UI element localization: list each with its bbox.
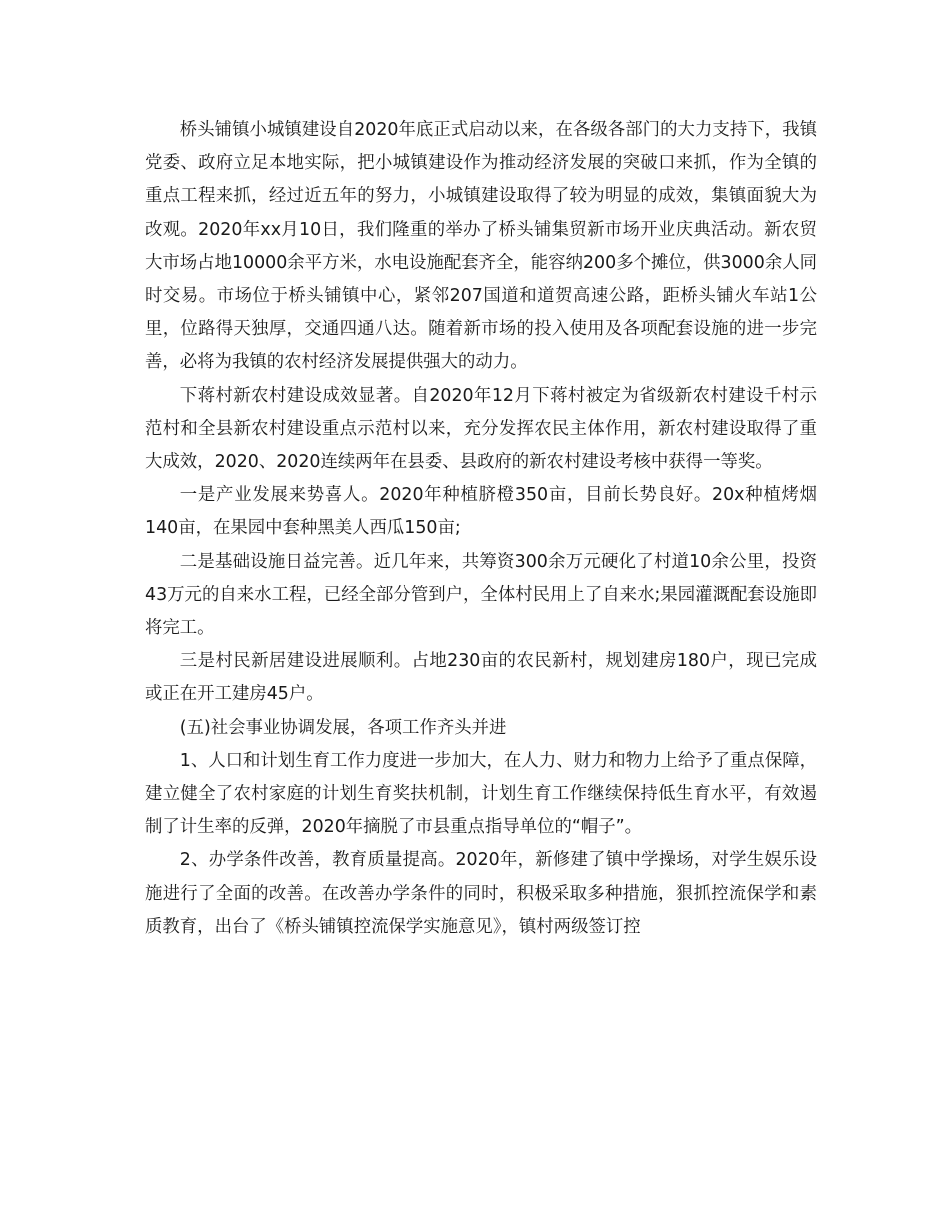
document-body [145, 114, 817, 944]
paragraph-education: 2、办学条件改善，教育质量提高。2020年，新修建了镇中学操场，对学生娱乐设施进行了全面的改善。在改善办学条件的同时，积极采取多种措施，狠抓控流保学和素质教育，出台了《桥头铺镇控流保学实施意见》，镇村两级签订控 [145, 850, 817, 937]
paragraph-family-planning: 1、人口和计划生育工作力度进一步加大，在人力、财力和物力上给予了重点保障，建立健全了农村家庭的计划生育奖扶机制，计划生育工作继续保持低生育水平，有效遏制了计生率的反弹，2020年摘脱了市县重点指导单位的“帽子”。 [145, 750, 817, 838]
section-heading-social-affairs: (五)社会事业协调发展，各项工作齐头并进 [179, 717, 507, 738]
paragraph-xiajiang-village: 下蒋村新农村建设成效显著。自2020年12月下蒋村被定为省级新农村建设千村示范村和全县新农村建设重点示范村以来，充分发挥农民主体作用，新农村建设取得了重大成效，2020、2020连续两年在县委、县政府的新农村建设考核中获得一等奖。 [145, 385, 817, 473]
paragraph-town-construction: 桥头铺镇小城镇建设自2020年底正式启动以来，在各级各部门的大力支持下，我镇党委、政府立足本地实际，把小城镇建设作为推动经济发展的突破口来抓，作为全镇的重点工程来抓，经过近五年的努力，小城镇建设取得了较为明显的成效，集镇面貌大为改观。2020年xx月10日，我们隆重的举办了桥头铺集贸新市场开业庆典活动。新农贸大市场占地10000余平方米，水电设施配套齐全，能容纳200多个摊位，供3000余人同时交易。市场位于桥头铺镇中心，紧邻207国道和道贺高速公路，距桥头铺火车站1公里，位路得天独厚，交通四通八达。随着新市场的投入使用及各项配套设施的进一步完善，必将为我镇的农村经济发展提供强大的动力。 [145, 120, 817, 373]
paragraph-infrastructure: 二是基础设施日益完善。近几年来，共筹资300余万元硬化了村道10余公里，投资43万元的自来水工程，已经全部分管到户，全体村民用上了自来水;果园灌溉配套设施即将完工。 [145, 551, 817, 639]
paragraph-industry: 一是产业发展来势喜人。2020年种植脐橙350亩，目前长势良好。20x种植烤烟140亩，在果园中套种黑美人西瓜150亩; [145, 485, 817, 539]
paragraph-new-housing: 三是村民新居建设进展顺利。占地230亩的农民新村，规划建房180户，现已完成或正在开工建房45户。 [145, 651, 817, 705]
